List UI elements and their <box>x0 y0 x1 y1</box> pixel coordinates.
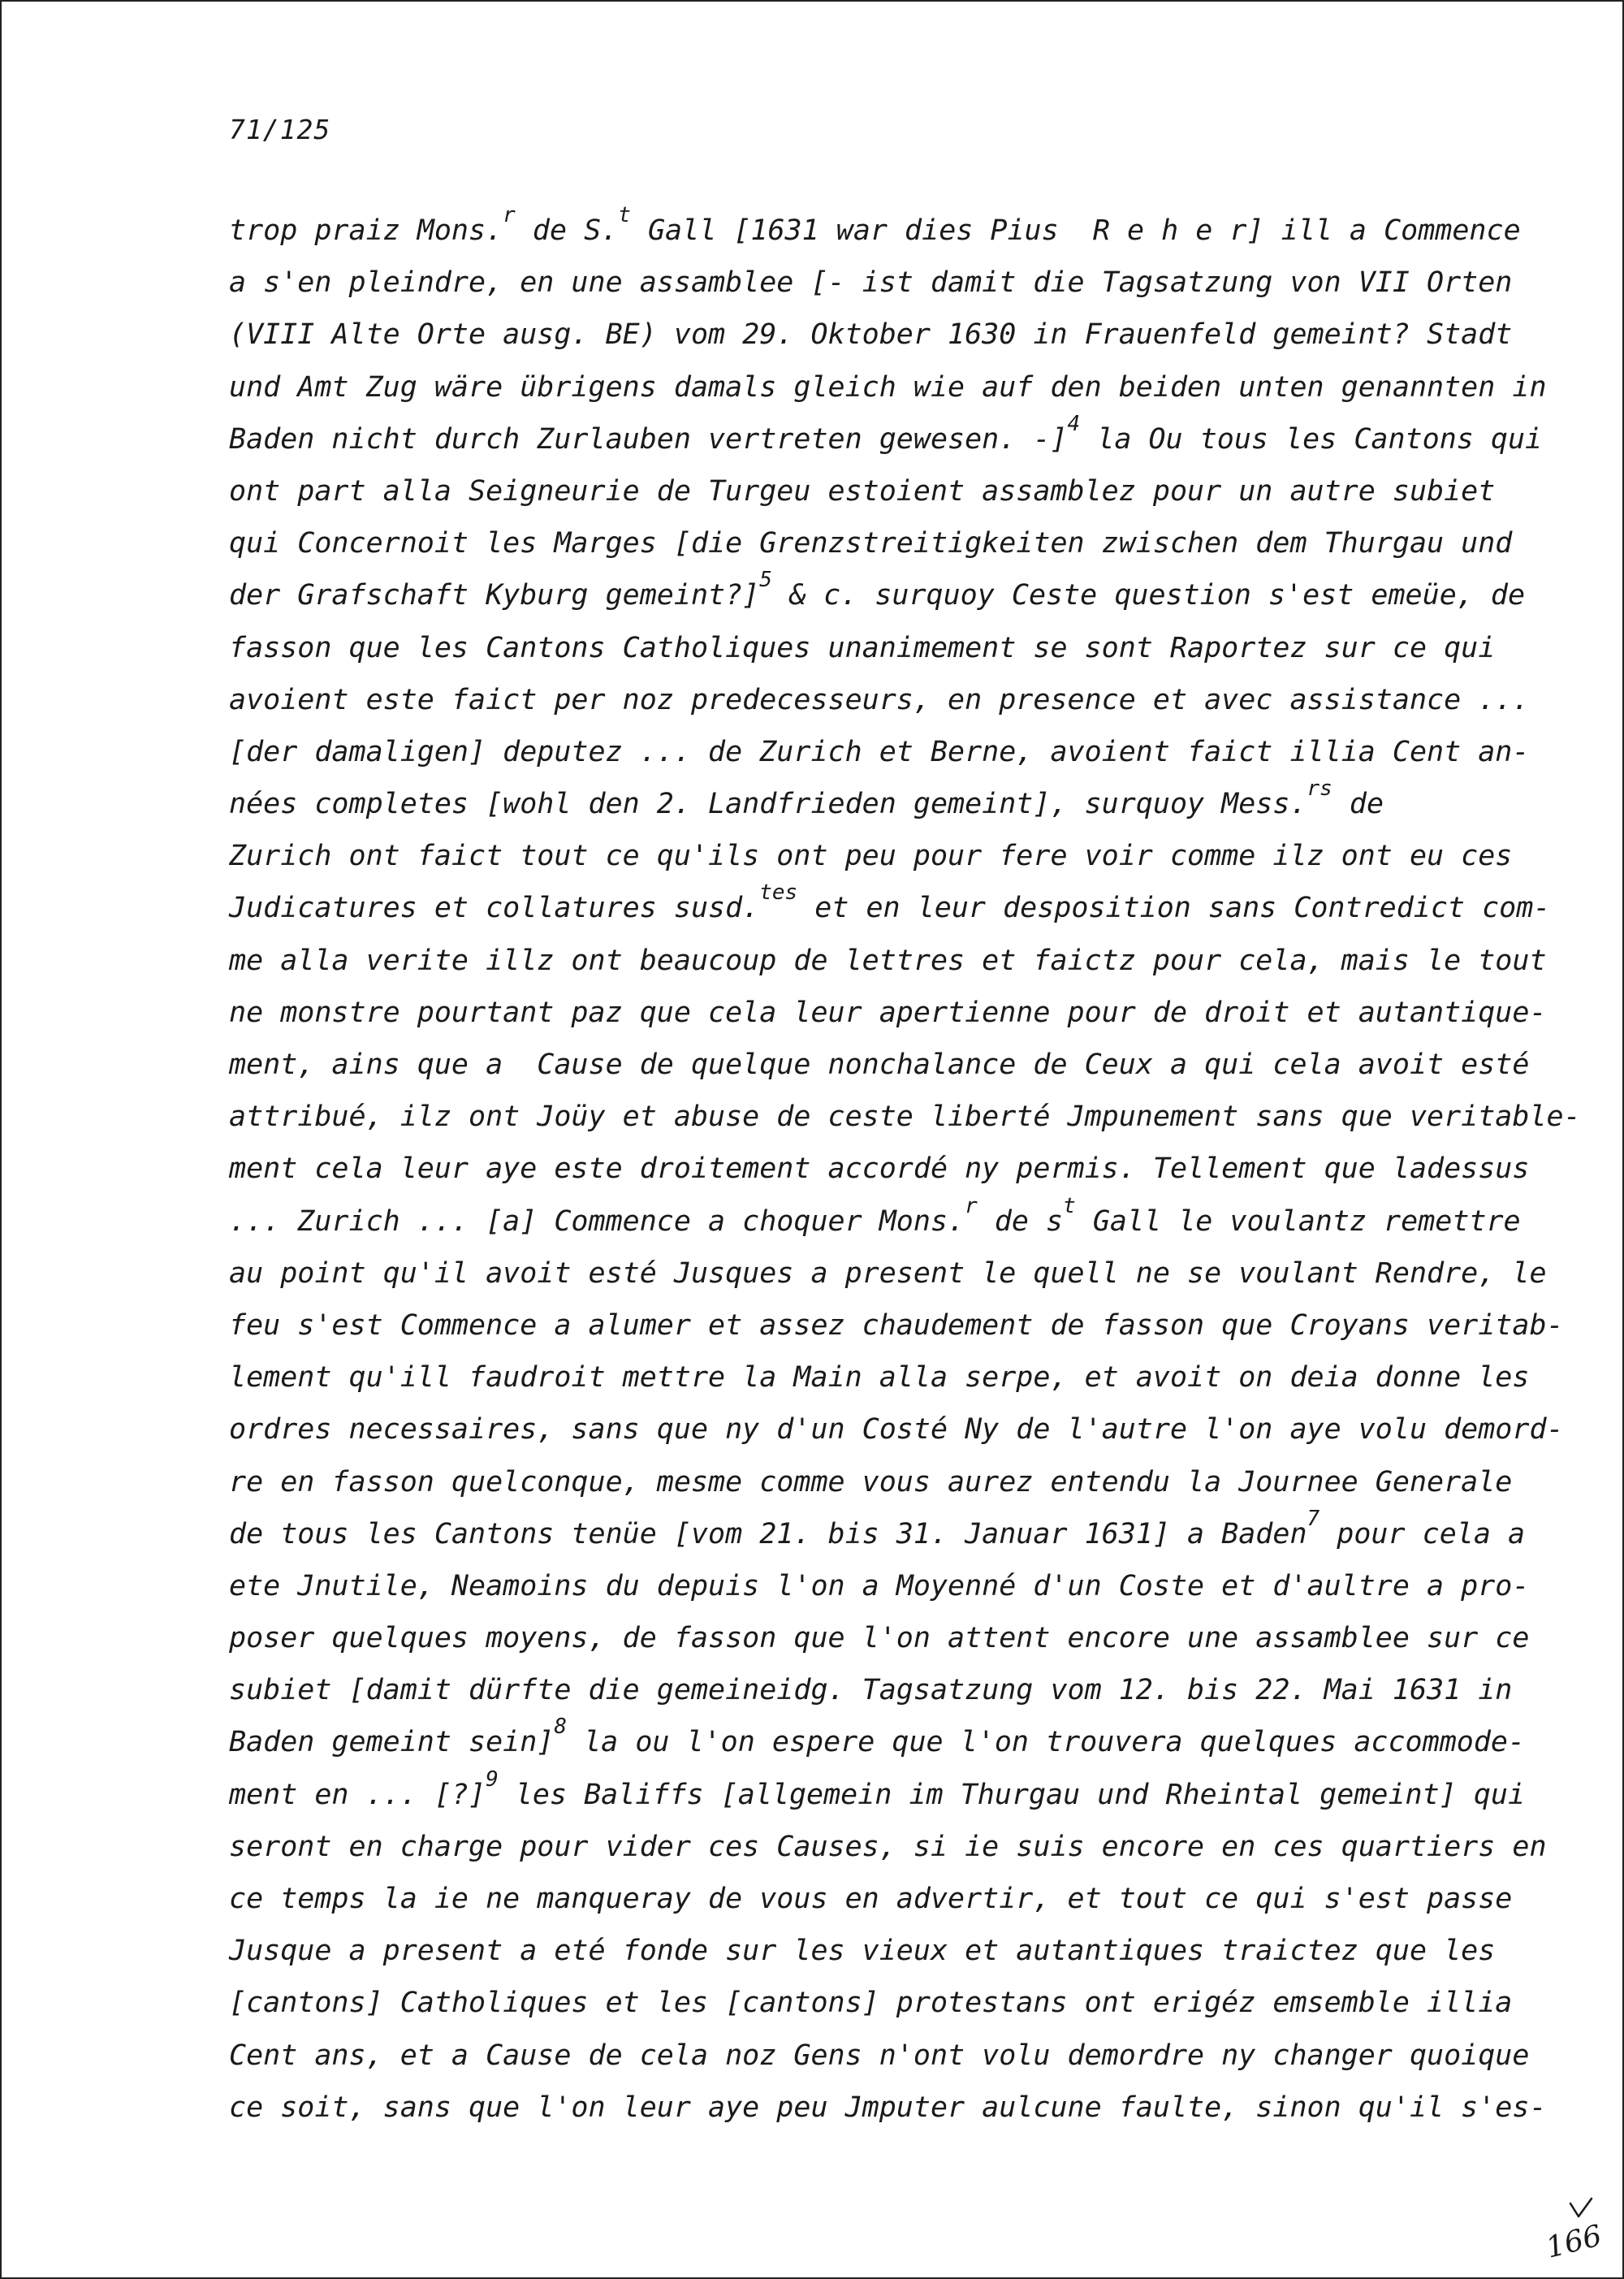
superscript: t <box>618 203 631 227</box>
text-segment: a s'en pleindre, en une assamblee [- ist damit die Tagsatzung von VII Orten <box>229 266 1513 300</box>
text-line <box>229 1456 1544 1508</box>
text-line <box>229 935 1547 987</box>
text-segment: Baden gemeint sein] <box>229 1726 555 1759</box>
text-line <box>229 1769 1544 1821</box>
text-line <box>229 1508 1544 1560</box>
text-segment: re en fasson quelconque, mesme comme vous aurez entendu la Journee Generale <box>229 1465 1513 1498</box>
text-line <box>229 1873 1544 1925</box>
text-segment: Zurich ont faict tout ce qu'ils ont peu pour fere voir comme ilz ont eu ces <box>229 840 1513 873</box>
text-segment: et en leur desposition sans Contredict com- <box>797 892 1551 925</box>
text-line <box>229 465 1544 517</box>
text-line <box>229 1193 1544 1248</box>
text-line <box>229 674 1544 726</box>
text-line <box>229 1039 1544 1091</box>
text-segment: la Ou tous les Cantons qui <box>1080 422 1543 456</box>
text-line <box>229 1977 1544 2029</box>
text-line <box>229 1612 1544 1664</box>
text-line <box>229 1248 1547 1300</box>
superscript: 4 <box>1067 411 1081 436</box>
superscript: 5 <box>759 568 772 593</box>
text-segment: les Baliffs [allgemein im Thurgau und Rheintal gemeint] qui <box>498 1778 1526 1811</box>
text-segment: ont part alla Seigneurie de Turgeu estoient assamblez pour un autre subiet <box>229 474 1496 508</box>
text-line <box>229 1403 1564 1455</box>
text-line <box>229 880 1551 934</box>
text-segment: ment en ... [?] <box>229 1778 486 1811</box>
text-segment: de S. <box>515 214 619 247</box>
text-line <box>229 1560 1544 1612</box>
text-segment: ce temps la ie ne manqueray de vous en advertir, et tout ce qui s'est passe <box>229 1883 1513 1915</box>
superscript: rs <box>1307 776 1332 802</box>
text-segment: Jusque a present a eté fonde sur les vieux et autantiques traictez que les <box>229 1935 1496 1968</box>
superscript: 9 <box>486 1767 499 1792</box>
superscript: t <box>1063 1193 1076 1218</box>
text-segment: de tous les Cantons tenüe [vom 21. bis 31. Januar 1631] a Baden <box>229 1517 1307 1550</box>
text-segment: ment, ains que a Cause de quelque nonchalance de Ceux a qui cela avoit esté <box>229 1049 1530 1081</box>
text-segment: [cantons] Catholiques et les [cantons] protestans ont erigéz emsemble illia <box>229 1987 1513 2020</box>
text-segment: & c. surquoy Ceste question s'est emeüe, de <box>771 579 1526 612</box>
text-segment: nées completes [wohl den 2. Landfrieden gemeint], surquoy Mess. <box>229 788 1307 821</box>
text-line <box>229 987 1547 1039</box>
text-segment: Gall le voulantz remettre <box>1075 1204 1521 1238</box>
text-segment: subiet [damit dürfte die gemeineidg. Tagsatzung vom 12. bis 22. Mai 1631 in <box>229 1674 1513 1707</box>
superscript: 7 <box>1307 1506 1320 1531</box>
text-line <box>229 726 1544 778</box>
text-segment: de <box>1332 788 1384 821</box>
text-line <box>229 309 1544 361</box>
text-segment: Cent ans, et a Cause de cela noz Gens n'ont volu demordre ny changer quoique <box>229 2039 1530 2072</box>
text-segment: Baden nicht durch Zurlauben vertreten gewesen. -] <box>229 422 1068 456</box>
text-segment: poser quelques moyens, de fasson que l'on attent encore une assamblee sur ce <box>229 1622 1530 1655</box>
text-line <box>229 205 1544 257</box>
text-segment: (VIII Alte Orte ausg. BE) vom 29. Oktober 1630 in Frauenfeld gemeint? Stadt <box>229 318 1513 352</box>
text-line <box>229 1716 1544 1768</box>
text-line <box>229 361 1547 413</box>
text-line <box>229 1091 1581 1143</box>
text-segment: qui Concernoit les Marges [die Grenzstreitigkeiten zwischen dem Thurgau und <box>229 527 1513 560</box>
text-segment: ... Zurich ... [a] Commence a choquer Mons. <box>229 1204 965 1238</box>
text-line <box>229 1821 1547 1873</box>
text-line <box>229 569 1544 621</box>
text-segment: und Amt Zug wäre übrigens damals gleich wie auf den beiden unten genannten in <box>229 370 1547 404</box>
superscript: r <box>503 203 516 227</box>
text-line <box>229 1300 1564 1351</box>
text-segment: seront en charge pour vider ces Causes, si ie suis encore en ces quartiers en <box>229 1830 1547 1863</box>
text-segment: Gall [1631 war dies Pius R e h e r] ill a Commence <box>630 214 1521 247</box>
text-segment: ne monstre pourtant paz que cela leur apertienne pour de droit et autantique- <box>229 996 1547 1029</box>
superscript: 8 <box>554 1715 568 1740</box>
text-line <box>229 2030 1544 2082</box>
text-line <box>229 517 1544 569</box>
text-segment: de s <box>977 1204 1064 1238</box>
superscript: tes <box>759 880 798 906</box>
folio-number: 166 <box>1543 2219 1605 2265</box>
text-segment: feu s'est Commence a alumer et assez chaudement de fasson que Croyans veritab- <box>229 1308 1564 1342</box>
text-segment: ete Jnutile, Neamoins du depuis l'on a Moyenné d'un Coste et d'aultre a pro- <box>229 1569 1530 1602</box>
text-segment: ce soit, sans que l'on leur aye peu Jmputer aulcune faulte, sinon qu'il s'es- <box>229 2091 1547 2124</box>
text-line <box>229 257 1544 309</box>
text-line <box>229 622 1544 674</box>
text-line <box>229 1925 1544 1977</box>
text-segment: attribué, ilz ont Joüy et abuse de ceste liberté Jmpunement sans que veritable- <box>229 1101 1581 1134</box>
text-line <box>229 2082 1547 2134</box>
text-segment: der Grafschaft Kyburg gemeint?] <box>229 579 760 612</box>
page-number: 71/125 <box>229 114 331 145</box>
text-segment: lement qu'ill faudroit mettre la Main alla serpe, et avoit on deia donne les <box>229 1361 1530 1395</box>
text-segment: fasson que les Cantons Catholiques unanimement se sont Raportez sur ce qui <box>229 631 1496 664</box>
text-line <box>229 413 1544 465</box>
text-line <box>229 1143 1544 1195</box>
text-line <box>229 830 1544 882</box>
text-line <box>229 778 1544 830</box>
text-segment: ment cela leur aye este droitement accordé ny permis. Tellement que ladessus <box>229 1152 1530 1186</box>
text-line <box>229 1351 1544 1403</box>
superscript: r <box>965 1193 978 1218</box>
text-segment: trop praiz Mons. <box>229 214 503 247</box>
text-segment: avoient este faict per noz predecesseurs, en presence et avec assistance ... <box>229 683 1530 716</box>
text-segment: au point qu'il avoit esté Jusques a present le quell ne se voulant Rendre, le <box>229 1256 1547 1290</box>
text-segment: me alla verite illz ont beaucoup de lettres et faictz pour cela, mais le tout <box>229 944 1547 977</box>
text-segment: ordres necessaires, sans que ny d'un Costé Ny de l'autre l'on aye volu demord- <box>229 1413 1564 1447</box>
text-segment: Judicatures et collatures susd. <box>229 892 760 925</box>
text-segment: pour cela a <box>1320 1517 1526 1550</box>
text-segment: [der damaligen] deputez ... de Zurich et Berne, avoient faict illia Cent an- <box>229 735 1530 768</box>
transcription-body <box>229 203 1581 2134</box>
text-segment: la ou l'on espere que l'on trouvera quelques accommode- <box>567 1726 1526 1759</box>
text-line <box>229 1664 1544 1716</box>
check-mark-icon <box>1567 2197 1600 2221</box>
